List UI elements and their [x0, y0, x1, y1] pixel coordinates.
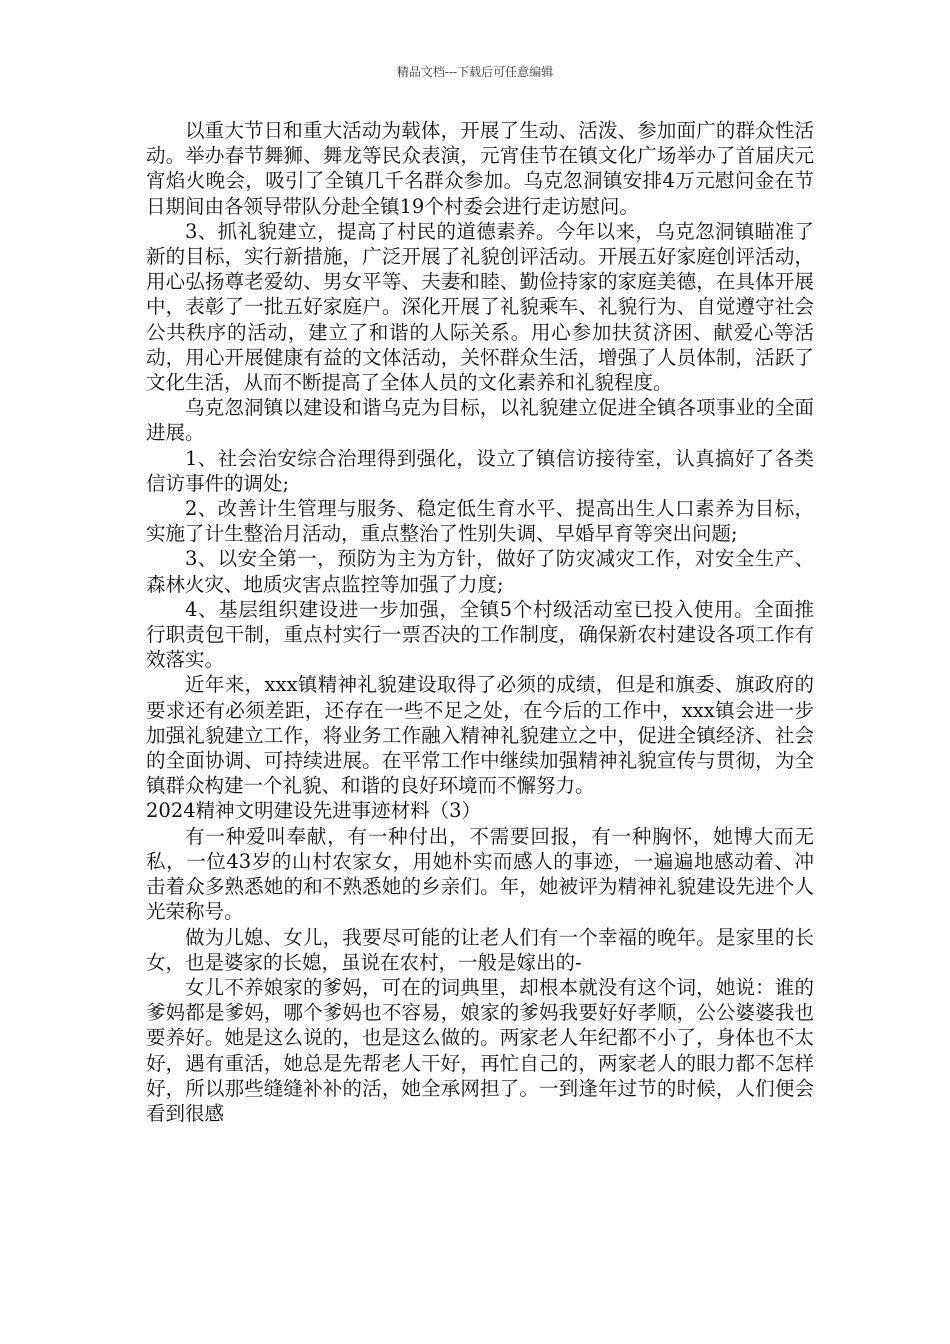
paragraph: 3、抓礼貌建立，提高了村民的道德素养。今年以来，乌克忽洞镇瞄准了新的目标，实行新措施，广泛开展了礼貌创评活动。开展五好家庭创评活动，用心弘扬尊老爱幼、男女平等、夫妻和睦、勤俭持家的家庭美德，在具体开展中，表彰了一批五好家庭户。深化开展了礼貌乘车、礼貌行为、自觉遵守社会公共秩序的活动，建立了和谐的人际关系。用心参加扶贫济困、献爱心等活动，用心开展健康有益的文体活动，关怀群众生活，增强了人员体制，活跃了文化生活，从而不断提高了全体人员的文化素养和礼貌程度。 [146, 219, 814, 395]
paragraph: 近年来，xxx镇精神礼貌建设取得了必须的成绩，但是和旗委、旗政府的要求还有必须差距，还存在一些不足之处，在今后的工作中，xxx镇会进一步加强礼貌建立工作，将业务工作融入精神礼貌建立之中，促进全镇经济、社会的全面协调、可持续进展。在平常工作中继续加强精神礼貌宣传与贯彻，为全镇群众构建一个礼貌、和谐的良好环境而不懈努力。 [146, 673, 814, 798]
paragraph: 做为儿媳、女儿，我要尽可能的让老人们有一个幸福的晚年。是家里的长女，也是婆家的长媳，虽说在农村，一般是嫁出的- [146, 925, 814, 974]
paragraph: 4、基层组织建设进一步加强，全镇5个村级活动室已投入使用。全面推行职责包干制，重点村实行一票否决的工作制度，确保新农村建设各项工作有效落实。 [146, 597, 814, 672]
document-body [146, 118, 814, 1126]
paragraph: 有一种爱叫奉献，有一种付出，不需要回报，有一种胸怀，她博大而无私，一位43岁的山村农家女，用她朴实而感人的事迹，一遍遍地感动着、冲击着众多熟悉她的和不熟悉她的乡亲们。年，她被评为精神礼貌建设先进个人光荣称号。 [146, 824, 814, 924]
paragraph: 乌克忽洞镇以建设和谐乌克为目标，以礼貌建立促进全镇各项事业的全面进展。 [146, 396, 814, 445]
paragraph: 2、改善计生管理与服务、稳定低生育水平、提高出生人口素养为目标，实施了计生整治月活动，重点整治了性别失调、早婚早育等突出问题; [146, 497, 814, 546]
paragraph: 3、以安全第一，预防为主为方针，做好了防灾减灾工作，对安全生产、森林火灾、地质灾害点监控等加强了力度; [146, 547, 814, 596]
paragraph: 1、社会治安综合治理得到强化，设立了镇信访接待室，认真搞好了各类信访事件的调处; [146, 446, 814, 495]
section-heading: 2024精神文明建设先进事迹材料（3） [146, 799, 482, 823]
paragraph: 以重大节日和重大活动为载体，开展了生动、活泼、参加面广的群众性活动。举办春节舞狮、舞龙等民众表演，元宵佳节在镇文化广场举办了首届庆元宵焰火晚会，吸引了全镇几千名群众参加。乌克忽洞镇安排4万元慰问金在节日期间由各领导带队分赴全镇19个村委会进行走访慰问。 [146, 119, 814, 218]
paragraph: 女儿不养娘家的爹妈，可在的词典里，却根本就没有这个词，她说：谁的爹妈都是爹妈，哪个爹妈也不容易，娘家的爹妈我要好好孝顺，公公婆婆我也要养好。她是这么说的，也是这么做的。两家老人年纪都不小了，身体也不太好，遇有重活，她总是先帮老人干好，再忙自己的，两家老人的眼力都不怎样好，所以那些缝缝补补的活，她全承网担了。一到逢年过节的时候，人们便会看到很感 [146, 975, 814, 1125]
page-header: 精品文档---下载后可任意编辑 [396, 65, 554, 79]
